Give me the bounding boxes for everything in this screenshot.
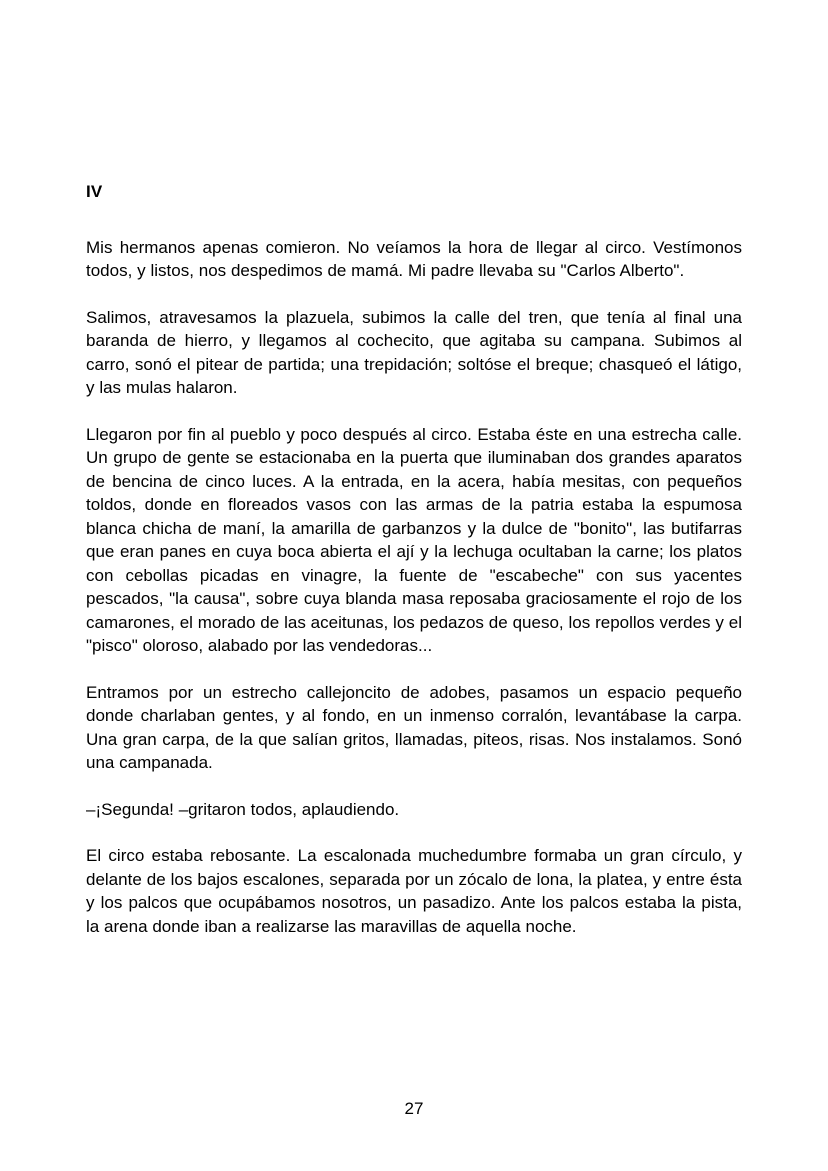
body-paragraph-1: Mis hermanos apenas comieron. No veíamos la hora de llegar al circo. Vestímonos todos, y listos, nos despedimos de mamá. Mi padre llevaba su "Carlos Alberto". (86, 237, 742, 280)
body-paragraph-2: Salimos, atravesamos la plazuela, subimos la calle del tren, que tenía al final una baranda de hierro, y llegamos al cochecito, que agitaba su campana. Subimos al carro, sonó el pitear de partida; una trepidación; soltóse el breque; chasqueó el látigo, y las mulas halaron. (86, 307, 742, 397)
chapter-heading: IV (86, 182, 103, 201)
dialogue-line: –¡Segunda! –gritaron todos, aplaudiendo. (86, 799, 400, 819)
page-content (86, 180, 742, 938)
body-paragraph-3: Llegaron por fin al pueblo y poco después al circo. Estaba éste en una estrecha calle. Un grupo de gente se estacionaba en la puerta que iluminaban dos grandes aparatos de bencina de cinco luces. A la entrada, en la acera, había mesitas, con pequeños toldos, donde en floreados vasos con las armas de la patria estaba la espumosa blanca chicha de maní, la amarilla de garbanzos y la dulce de "bonito", las butifarras que eran panes en cuya boca abierta el ají y la lechuga ocultaban la carne; los platos con cebollas picadas en vinagre, la fuente de "escabeche" con sus yacentes pescados, "la causa", sobre cuya blanda masa reposaba graciosamente el rojo de los camarones, el morado de las aceitunas, los pedazos de queso, los repollos verdes y el "pisco" oloroso, alabado por las vendedoras... (86, 424, 742, 655)
body-paragraph-5: El circo estaba rebosante. La escalonada muchedumbre formaba un gran círculo, y delante de los bajos escalones, separada por un zócalo de lona, la platea, y entre ésta y los palcos que ocupábamos nosotros, un pasadizo. Ante los palcos estaba la pista, la arena donde iban a realizarse las maravillas de aquella noche. (86, 846, 742, 936)
body-paragraph-4: Entramos por un estrecho callejoncito de adobes, pasamos un espacio pequeño donde charlaban gentes, y al fondo, en un inmenso corralón, levantábase la carpa. Una gran carpa, de la que salían gritos, llamadas, piteos, risas. Nos instalamos. Sonó una campanada. (86, 682, 742, 772)
page-number: 27 (404, 1099, 424, 1118)
